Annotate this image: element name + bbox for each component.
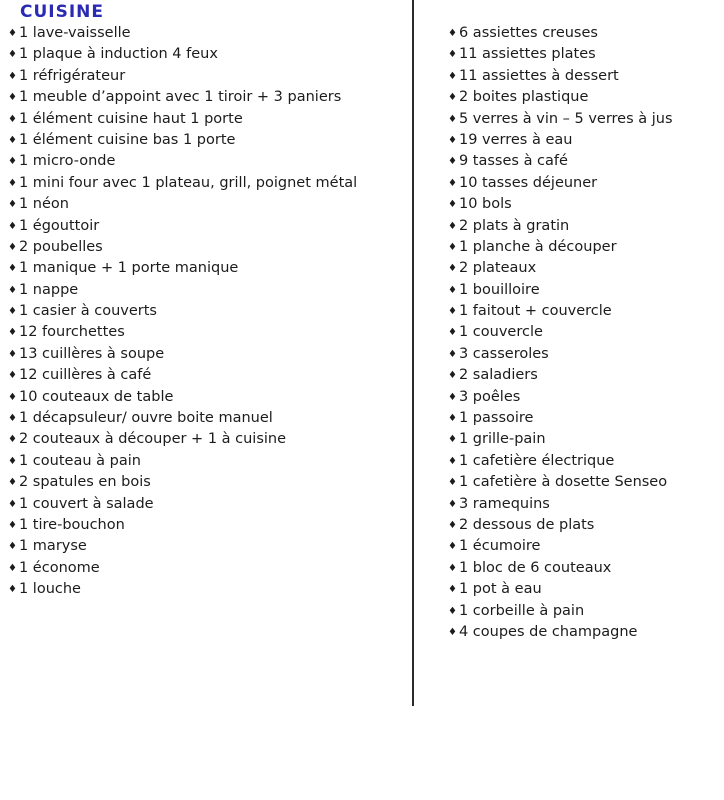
- diamond-bullet-icon: ♦: [8, 156, 17, 168]
- diamond-bullet-icon: ♦: [448, 134, 457, 146]
- item-label: 10 couteaux de table: [18, 388, 174, 405]
- list-item: [8, 301, 408, 322]
- diamond-bullet-icon: ♦: [448, 284, 457, 296]
- list-item: [448, 237, 720, 258]
- list-item: [8, 258, 408, 279]
- list-item: [8, 494, 408, 515]
- list-item: [8, 365, 408, 386]
- diamond-bullet-icon: ♦: [448, 348, 457, 360]
- item-label: 1 néon: [18, 196, 69, 213]
- item-label: 10 tasses déjeuner: [458, 174, 598, 191]
- list-item: [8, 44, 408, 65]
- diamond-bullet-icon: ♦: [448, 541, 457, 553]
- list-item: [448, 216, 720, 237]
- item-label: 1 plaque à induction 4 feux: [18, 46, 218, 63]
- list-item: [448, 109, 720, 130]
- item-label: 2 plateaux: [458, 260, 537, 277]
- list-item: [448, 365, 720, 386]
- diamond-bullet-icon: ♦: [8, 413, 17, 425]
- item-label: 1 élément cuisine haut 1 porte: [18, 110, 243, 127]
- diamond-bullet-icon: ♦: [8, 391, 17, 403]
- item-label: 1 louche: [18, 581, 81, 598]
- diamond-bullet-icon: ♦: [8, 306, 17, 318]
- list-item: [448, 194, 720, 215]
- item-label: 11 assiettes à dessert: [458, 67, 619, 84]
- diamond-bullet-icon: ♦: [8, 370, 17, 382]
- diamond-bullet-icon: ♦: [8, 220, 17, 232]
- item-label: 1 bloc de 6 couteaux: [458, 559, 612, 576]
- item-label: 1 lave-vaisselle: [18, 25, 131, 41]
- item-label: 1 mini four avec 1 plateau, grill, poignet métal: [18, 174, 358, 191]
- item-label: 2 boites plastique: [458, 89, 589, 106]
- item-label: 3 poêles: [458, 388, 521, 405]
- diamond-bullet-icon: ♦: [448, 263, 457, 275]
- item-label: 12 cuillères à café: [18, 367, 152, 384]
- list-item: [448, 258, 720, 279]
- diamond-bullet-icon: ♦: [448, 455, 457, 467]
- item-label: 1 nappe: [18, 281, 79, 298]
- list-item: [8, 472, 408, 493]
- item-label: 2 dessous de plats: [458, 516, 595, 533]
- item-label: 1 égouttoir: [18, 217, 100, 234]
- item-label: 1 grille-pain: [458, 431, 546, 448]
- diamond-bullet-icon: ♦: [448, 434, 457, 446]
- diamond-bullet-icon: ♦: [448, 327, 457, 339]
- item-label: 2 poubelles: [18, 238, 103, 255]
- item-label: 1 maryse: [18, 538, 87, 555]
- diamond-bullet-icon: ♦: [8, 327, 17, 339]
- diamond-bullet-icon: ♦: [8, 113, 17, 125]
- list-item: [448, 280, 720, 301]
- item-label: 2 spatules en bois: [18, 474, 151, 491]
- item-label: 1 couteau à pain: [18, 452, 141, 469]
- diamond-bullet-icon: ♦: [448, 92, 457, 104]
- column-divider: [412, 0, 414, 706]
- list-item: [448, 622, 720, 643]
- list-item: [8, 173, 408, 194]
- item-label: 1 économe: [18, 559, 100, 576]
- item-label: 5 verres à vin – 5 verres à jus: [458, 110, 673, 127]
- diamond-bullet-icon: ♦: [8, 92, 17, 104]
- item-label: 12 fourchettes: [18, 324, 125, 341]
- list-item: [448, 472, 720, 493]
- diamond-bullet-icon: ♦: [448, 156, 457, 168]
- diamond-bullet-icon: ♦: [8, 70, 17, 82]
- item-label: 1 planche à découper: [458, 238, 617, 255]
- item-label: 1 passoire: [458, 410, 534, 427]
- diamond-bullet-icon: ♦: [8, 519, 17, 531]
- list-item: [448, 44, 720, 65]
- item-label: 2 couteaux à découper + 1 à cuisine: [18, 431, 287, 448]
- diamond-bullet-icon: ♦: [448, 584, 457, 596]
- item-label: 1 manique + 1 porte manique: [18, 260, 239, 277]
- item-label: 3 ramequins: [458, 495, 550, 512]
- item-label: 10 bols: [458, 196, 512, 213]
- item-label: 1 écumoire: [458, 538, 541, 555]
- list-item: [448, 151, 720, 172]
- diamond-bullet-icon: ♦: [448, 49, 457, 61]
- item-label: 1 décapsuleur/ ouvre boite manuel: [18, 410, 273, 427]
- list-item: [448, 344, 720, 365]
- diamond-bullet-icon: ♦: [448, 605, 457, 617]
- item-label: 1 corbeille à pain: [458, 602, 585, 619]
- item-label: 2 saladiers: [458, 367, 538, 384]
- diamond-bullet-icon: ♦: [448, 626, 457, 638]
- diamond-bullet-icon: ♦: [8, 49, 17, 61]
- list-item: [448, 66, 720, 87]
- diamond-bullet-icon: ♦: [448, 519, 457, 531]
- left-column: [8, 23, 408, 601]
- item-label: 1 casier à couverts: [18, 303, 157, 320]
- item-label: 1 faitout + couvercle: [458, 303, 612, 320]
- diamond-bullet-icon: ♦: [8, 263, 17, 275]
- item-label: 6 assiettes creuses: [458, 25, 598, 41]
- diamond-bullet-icon: ♦: [448, 562, 457, 574]
- list-item: [8, 194, 408, 215]
- list-item: [8, 387, 408, 408]
- list-item: [8, 66, 408, 87]
- item-label: 4 coupes de champagne: [458, 623, 638, 640]
- list-item: [8, 151, 408, 172]
- list-item: [448, 23, 720, 44]
- list-item: [448, 322, 720, 343]
- list-item: [448, 130, 720, 151]
- page-title: CUISINE: [20, 2, 105, 22]
- diamond-bullet-icon: ♦: [448, 306, 457, 318]
- list-item: [8, 109, 408, 130]
- list-item: [448, 579, 720, 600]
- list-item: [8, 408, 408, 429]
- diamond-bullet-icon: ♦: [8, 455, 17, 467]
- list-item: [8, 280, 408, 301]
- diamond-bullet-icon: ♦: [448, 70, 457, 82]
- item-label: 1 couvercle: [458, 324, 543, 341]
- diamond-bullet-icon: ♦: [448, 28, 457, 39]
- list-item: [8, 451, 408, 472]
- list-item: [448, 87, 720, 108]
- diamond-bullet-icon: ♦: [448, 370, 457, 382]
- diamond-bullet-icon: ♦: [8, 241, 17, 253]
- diamond-bullet-icon: ♦: [8, 284, 17, 296]
- diamond-bullet-icon: ♦: [8, 177, 17, 189]
- diamond-bullet-icon: ♦: [8, 199, 17, 211]
- list-item: [8, 322, 408, 343]
- list-item: [448, 494, 720, 515]
- list-item: [448, 451, 720, 472]
- list-item: [8, 216, 408, 237]
- item-label: 1 tire-bouchon: [18, 516, 125, 533]
- item-label: 2 plats à gratin: [458, 217, 570, 234]
- list-item: [8, 536, 408, 557]
- list-item: [8, 515, 408, 536]
- diamond-bullet-icon: ♦: [8, 28, 17, 39]
- list-item: [8, 237, 408, 258]
- list-item: [448, 387, 720, 408]
- diamond-bullet-icon: ♦: [8, 562, 17, 574]
- item-label: 13 cuillères à soupe: [18, 345, 165, 362]
- item-label: 9 tasses à café: [458, 153, 568, 170]
- diamond-bullet-icon: ♦: [448, 177, 457, 189]
- item-label: 3 casseroles: [458, 345, 549, 362]
- item-label: 19 verres à eau: [458, 131, 573, 148]
- diamond-bullet-icon: ♦: [448, 199, 457, 211]
- diamond-bullet-icon: ♦: [8, 477, 17, 489]
- diamond-bullet-icon: ♦: [8, 134, 17, 146]
- list-item: [8, 579, 408, 600]
- diamond-bullet-icon: ♦: [448, 241, 457, 253]
- right-column: [448, 23, 720, 643]
- item-label: 1 micro-onde: [18, 153, 116, 170]
- diamond-bullet-icon: ♦: [448, 413, 457, 425]
- list-item: [448, 429, 720, 450]
- diamond-bullet-icon: ♦: [8, 584, 17, 596]
- diamond-bullet-icon: ♦: [8, 434, 17, 446]
- diamond-bullet-icon: ♦: [448, 220, 457, 232]
- list-item: [8, 344, 408, 365]
- diamond-bullet-icon: ♦: [448, 498, 457, 510]
- list-item: [448, 408, 720, 429]
- list-item: [448, 515, 720, 536]
- list-item: [8, 429, 408, 450]
- list-item: [8, 130, 408, 151]
- item-label: 1 élément cuisine bas 1 porte: [18, 131, 236, 148]
- item-label: 1 bouilloire: [458, 281, 540, 298]
- item-label: 1 couvert à salade: [18, 495, 154, 512]
- item-label: 1 meuble d’appoint avec 1 tiroir + 3 paniers: [18, 89, 342, 106]
- item-label: 1 cafetière électrique: [458, 452, 615, 469]
- diamond-bullet-icon: ♦: [8, 348, 17, 360]
- list-item: [448, 558, 720, 579]
- diamond-bullet-icon: ♦: [448, 113, 457, 125]
- list-item: [448, 173, 720, 194]
- list-item: [448, 536, 720, 557]
- diamond-bullet-icon: ♦: [448, 477, 457, 489]
- list-item: [448, 601, 720, 622]
- diamond-bullet-icon: ♦: [8, 498, 17, 510]
- list-item: [448, 301, 720, 322]
- item-label: 1 réfrigérateur: [18, 67, 126, 84]
- list-item: [8, 558, 408, 579]
- diamond-bullet-icon: ♦: [448, 391, 457, 403]
- list-item: [8, 87, 408, 108]
- item-label: 1 cafetière à dosette Senseo: [458, 474, 668, 491]
- item-label: 11 assiettes plates: [458, 46, 596, 63]
- list-item: [8, 23, 408, 44]
- diamond-bullet-icon: ♦: [8, 541, 17, 553]
- item-label: 1 pot à eau: [458, 581, 542, 598]
